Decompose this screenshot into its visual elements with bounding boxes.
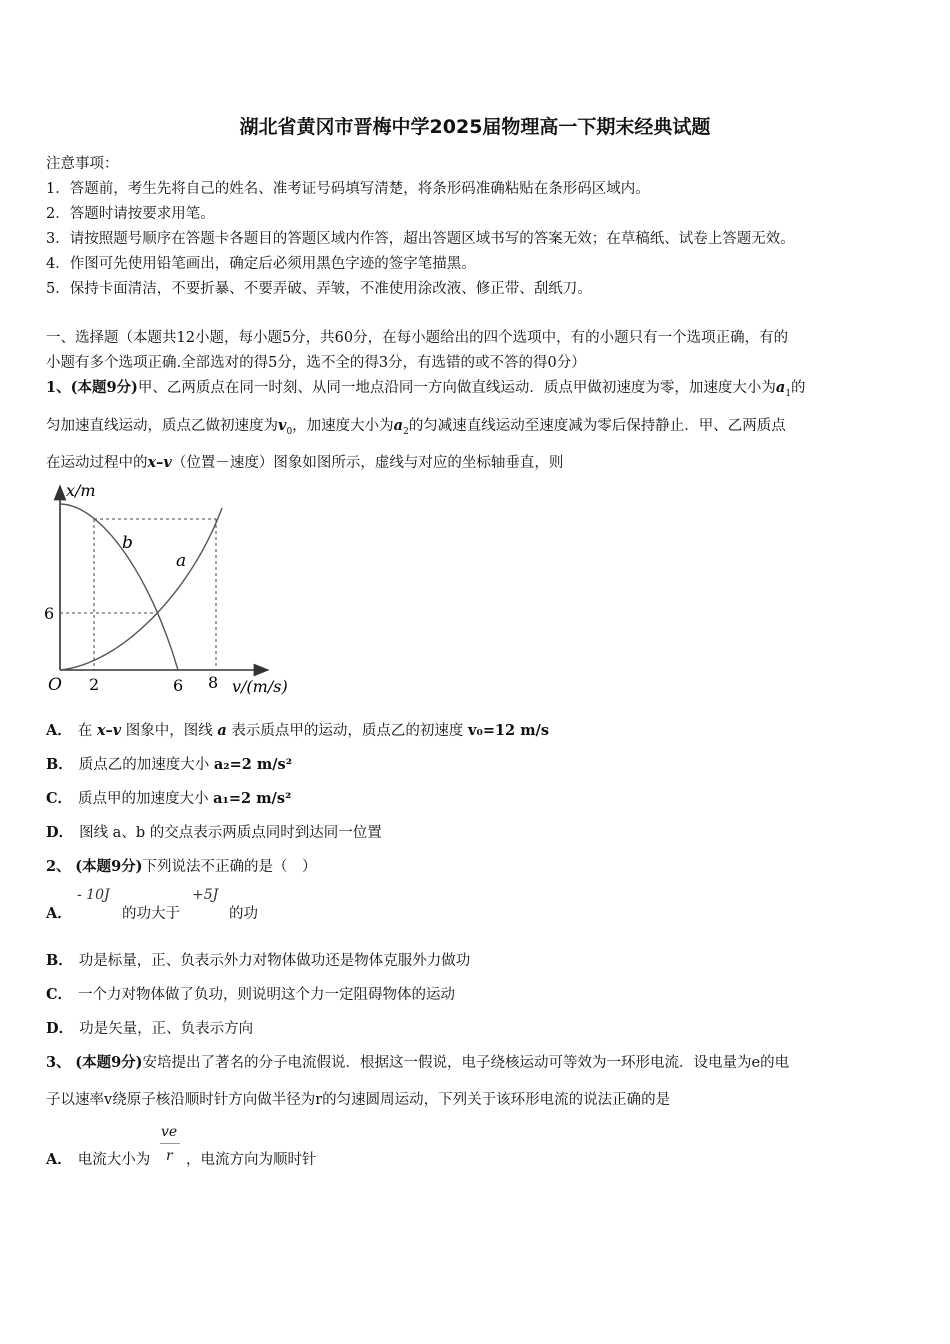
- curve-b-label: b: [122, 533, 133, 553]
- q1-option-a-label: A．: [46, 722, 72, 739]
- q3-score: (本题9分): [75, 1054, 143, 1071]
- q2-option-a-m1: - 10J: [77, 887, 110, 903]
- notice-item-2: 2．答题时请按要求用笔。: [46, 206, 215, 222]
- q1-option-c-label: C．: [46, 790, 73, 807]
- q3-line-1: [46, 1051, 789, 1072]
- notice-item-3: 3．请按照题号顺序在答题卡各题目的答题区域内作答，超出答题区域书写的答案无效；在草稿纸、试卷上答题无效。: [46, 231, 795, 247]
- notice-item-1: 1．答题前，考生先将自己的姓名、准考证号码填写清楚，将条形码准确粘贴在条形码区域内。: [46, 181, 650, 197]
- q1-v0: v: [278, 417, 287, 434]
- q1-number: 1、: [46, 379, 71, 396]
- q1-option-d-label: D．: [46, 824, 74, 841]
- q2-option-b-label: B．: [46, 952, 73, 969]
- x-axis-label: v/(m/s): [232, 677, 288, 696]
- q1-a1-sub: 1: [785, 388, 792, 399]
- q2-option-c-text: 一个力对物体做了负功，则说明这个力一定阻碍物体的运动: [78, 987, 456, 1003]
- notice-item-4: 4．作图可先使用铅笔画出，确定后必须用黑色字迹的签字笔描黑。: [46, 256, 476, 272]
- q1-option-a-tail: v₀=12 m/s: [468, 722, 550, 739]
- q1-score: (本题9分): [70, 379, 138, 396]
- q1-option-c[interactable]: [46, 787, 291, 808]
- notice-heading: 注意事项：: [46, 156, 119, 172]
- q2-option-b-text: 功是标量，正、负表示外力对物体做功还是物体克服外力做功: [78, 953, 471, 969]
- curve-a: [60, 508, 222, 670]
- section-instructions-line-1: 一、选择题（本题共12小题，每小题5分，共60分，在每小题给出的四个选项中，有的小题只有一个选项正确，有的: [46, 330, 789, 346]
- q1-a1: a: [775, 379, 786, 396]
- q2-option-a-t1: 的功大于: [122, 906, 180, 922]
- q1-text-1b: 的: [791, 380, 806, 396]
- q3-fraction-denominator: r: [166, 1148, 173, 1164]
- xv-graph: [40, 474, 300, 700]
- q1-option-d-text: 图线 a、b 的交点表示两质点同时到达同一位置: [79, 825, 382, 841]
- curve-b: [60, 504, 178, 670]
- origin-label: O: [48, 675, 62, 695]
- q1-text-2b: ，加速度大小为: [292, 418, 394, 434]
- q1-option-a-pre: 在: [77, 723, 97, 739]
- q1-text-1a: 甲、乙两质点在同一时刻、从同一地点沿同一方向做直线运动．质点甲做初速度为零，加速度大小为: [137, 380, 776, 396]
- q2-option-b[interactable]: [46, 949, 470, 970]
- q2-text: 下列说法不正确的是（ ）: [142, 859, 317, 875]
- q3-option-a-t2: ，电流方向为顺时针: [186, 1152, 317, 1168]
- q2-option-d-text: 功是矢量，正、负表示方向: [79, 1021, 254, 1037]
- q1-line-1: [46, 376, 806, 399]
- q1-v0-sub: 0: [286, 426, 293, 437]
- q2-option-c[interactable]: [46, 983, 455, 1004]
- q3-option-a-label: A．: [46, 1151, 72, 1168]
- q1-option-b-label: B．: [46, 756, 73, 773]
- x-tick-2: 2: [89, 675, 100, 694]
- q1-option-a-m1: x–v: [96, 722, 122, 739]
- q1-option-b-tail: a₂=2 m/s²: [213, 756, 293, 773]
- q2-number: 2、: [46, 858, 71, 875]
- q2-option-a-t2: 的功: [229, 906, 258, 922]
- y-axis-label: x/m: [66, 481, 96, 500]
- q3-text-1: 安培提出了著名的分子电流假说．根据这一假说，电子绕核运动可等效为一环形电流．设电量为e的电: [142, 1055, 790, 1071]
- q2-option-a[interactable]: [46, 902, 78, 923]
- x-tick-6: 6: [173, 676, 184, 695]
- q1-a2: a: [393, 417, 404, 434]
- q1-text-3b: （位置－速度）图象如图所示，虚线与对应的坐标轴垂直，则: [171, 455, 564, 471]
- q3-line-2: 子以速率v绕原子核沿顺时针方向做半径为r的匀速圆周运动，下列关于该环形电流的说法正确的是: [46, 1092, 671, 1108]
- q3-number: 3、: [46, 1054, 71, 1071]
- q1-text-2c: 的匀减速直线运动至速度减为零后保持静止．甲、乙两质点: [408, 418, 786, 434]
- q1-option-d[interactable]: [46, 821, 382, 842]
- q2-score: (本题9分): [75, 858, 143, 875]
- q1-text-2a: 匀加速直线运动，质点乙做初速度为: [46, 418, 278, 434]
- q1-xv: x–v: [147, 454, 172, 471]
- x-tick-8: 8: [208, 673, 219, 692]
- q1-a2-sub: 2: [403, 426, 409, 437]
- y-tick-6: 6: [44, 604, 55, 623]
- q3-fraction-bar: [160, 1143, 180, 1144]
- notice-item-5: 5．保持卡面清洁，不要折暴、不要弄破、弄皱，不准使用涂改液、修正带、刮纸刀。: [46, 281, 592, 297]
- q1-option-a-m2: a: [217, 722, 227, 739]
- q1-option-a-mid: 图象中，图线: [121, 723, 218, 739]
- q1-option-c-tail: a₁=2 m/s²: [213, 790, 292, 807]
- q2-option-a-label: A．: [46, 905, 72, 922]
- q2-option-d-label: D．: [46, 1020, 74, 1037]
- q3-option-a[interactable]: [46, 1148, 150, 1169]
- q2-option-a-m2: +5J: [192, 887, 219, 903]
- q3-fraction-numerator: ve: [161, 1124, 178, 1140]
- page-title: 湖北省黄冈市晋梅中学2025届物理高一下期末经典试题: [239, 116, 711, 138]
- q1-option-a-post: 表示质点甲的运动，质点乙的初速度: [226, 723, 469, 739]
- q1-text-3a: 在运动过程中的: [46, 455, 148, 471]
- q1-option-a[interactable]: [46, 719, 549, 740]
- q1-option-b-text: 质点乙的加速度大小: [78, 757, 214, 773]
- curve-a-label: a: [176, 551, 187, 571]
- q2-option-d[interactable]: [46, 1017, 253, 1038]
- q1-option-c-text: 质点甲的加速度大小: [78, 791, 214, 807]
- q1-line-2: [46, 414, 786, 437]
- section-instructions-line-2: 小题有多个选项正确.全部选对的得5分，选不全的得3分，有选错的或不答的得0分）: [46, 355, 586, 371]
- q1-line-3: [46, 451, 563, 472]
- q3-option-a-t1: 电流大小为: [77, 1152, 151, 1168]
- q2-option-c-label: C．: [46, 986, 73, 1003]
- q2-stem: [46, 855, 317, 876]
- q1-option-b[interactable]: [46, 753, 292, 774]
